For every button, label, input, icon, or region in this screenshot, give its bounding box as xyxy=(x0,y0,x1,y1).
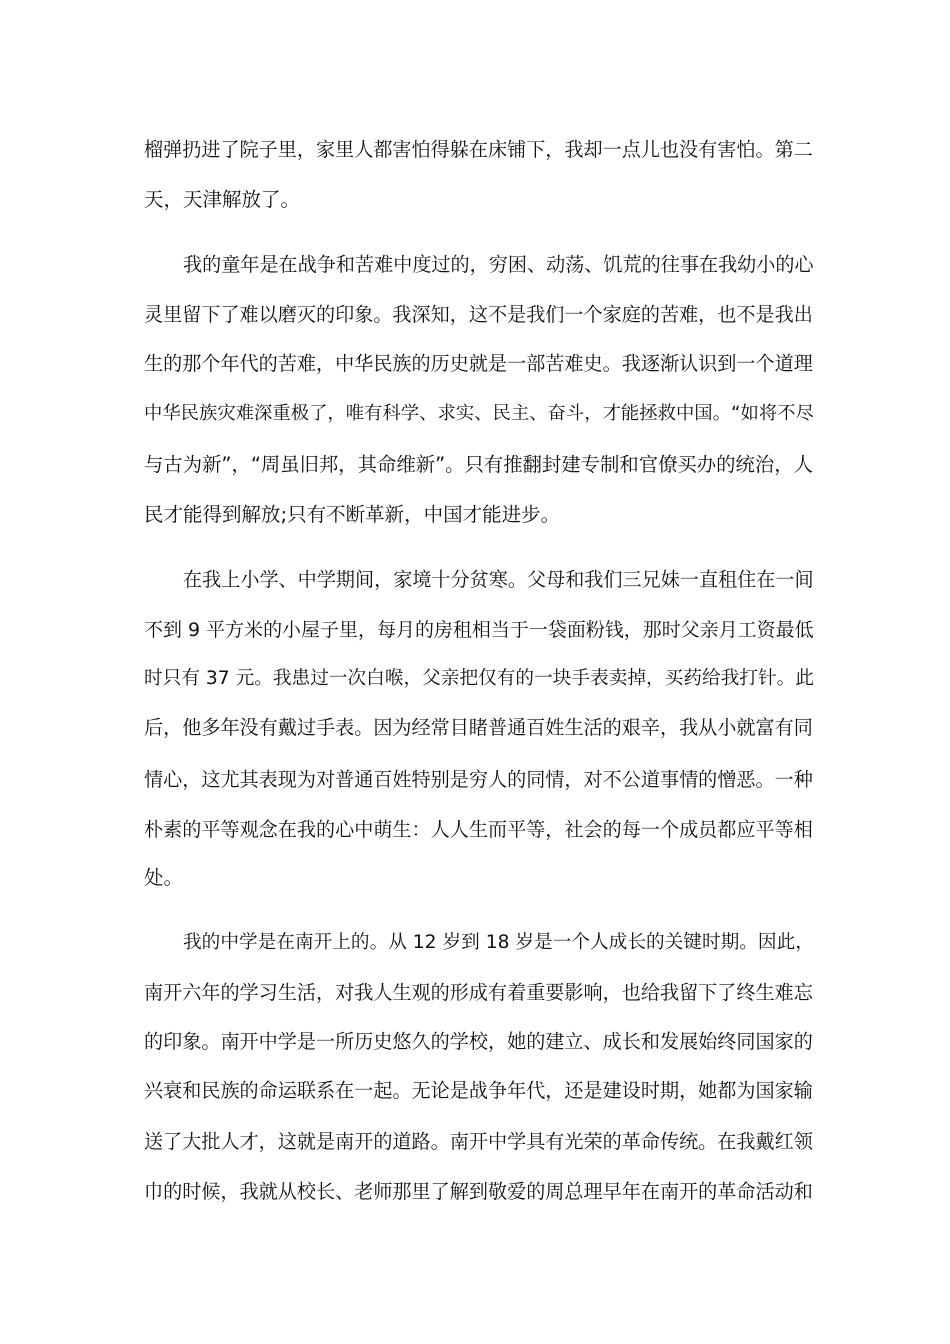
text-line: 送了大批人才，这就是南开的道路。南开中学具有光荣的革命传统。在我戴红领 xyxy=(144,1130,813,1153)
text-line: 榴弹扔进了院子里，家里人都害怕得躲在床铺下，我却一点儿也没有害怕。第二 xyxy=(144,138,813,161)
text-line: 天，天津解放了。 xyxy=(144,188,301,211)
text-line: 后，他多年没有戴过手表。因为经常目睹普通百姓生活的艰辛，我从小就富有同 xyxy=(144,716,813,739)
text-line: 在我上小学、中学期间，家境十分贫寒。父母和我们三兄妹一直租住在一间 xyxy=(183,568,814,591)
text-line: 灵里留下了难以磨灭的印象。我深知，这不是我们一个家庭的苦难，也不是我出 xyxy=(144,303,813,326)
text-line: 时只有 37 元。我患过一次白喉，父亲把仅有的一块手表卖掉，买药给我打针。此 xyxy=(144,668,814,689)
text-line: 生的那个年代的苦难，中华民族的历史就是一部苦难史。我逐渐认识到一个道理 xyxy=(144,352,813,375)
text-line: 南开六年的学习生活，对我人生观的形成有着重要影响，也给我留下了终生难忘 xyxy=(144,981,813,1004)
text-line: 情心，这尤其表现为对普通百姓特别是穷人的同情，对不公道事情的憎恶。一种 xyxy=(144,768,813,791)
text-line: 我的中学是在南开上的。从 12 岁到 18 岁是一个人成长的关键时期。因此， xyxy=(183,932,814,953)
text-line: 兴衰和民族的命运联系在一起。无论是战争年代，还是建设时期，她都为国家输 xyxy=(144,1079,813,1102)
text-line: 处。 xyxy=(144,866,184,889)
text-line: 民才能得到解放;只有不断革新，中国才能进步。 xyxy=(144,503,561,526)
text-line: 的印象。南开中学是一所历史悠久的学校，她的建立、成长和发展始终同国家的 xyxy=(144,1030,813,1053)
text-line: 不到 9 平方米的小屋子里，每月的房租相当于一袋面粉钱，那时父亲月工资最低 xyxy=(144,619,814,641)
text-line: 我的童年是在战争和苦难中度过的，穷困、动荡、饥荒的往事在我幼小的心 xyxy=(183,253,814,276)
text-line: 与古为新”，“周虽旧邦，其命维新”。只有推翻封建专制和官僚买办的统治，人 xyxy=(144,453,813,476)
text-line: 朴素的平等观念在我的心中萌生：人人生而平等，社会的每一个成员都应平等相 xyxy=(144,818,813,841)
text-line: 中华民族灾难深重极了，唯有科学、求实、民主、奋斗，才能拯救中国。“如将不尽 xyxy=(144,403,814,424)
text-line: 巾的时候，我就从校长、老师那里了解到敬爱的周总理早年在南开的革命活动和 xyxy=(144,1180,813,1203)
